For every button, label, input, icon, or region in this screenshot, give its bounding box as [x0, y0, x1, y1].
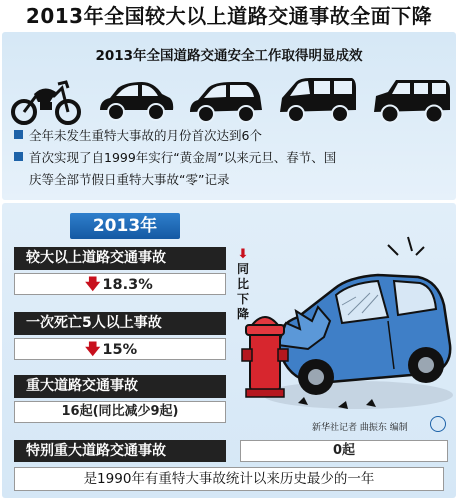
bullet-2-continued: 庆等全部节假日重特大事故“零”记录	[29, 172, 230, 187]
decline-char-2: 比	[236, 277, 249, 291]
special-head: 特别重大道路交通事故	[14, 440, 226, 462]
stat-2-head: 一次死亡5人以上事故	[14, 312, 226, 335]
stat-1-value-box	[14, 273, 226, 295]
bullet-2-text: 首次实现了自1999年实行“黄金周”以来元旦、春节、国	[29, 150, 337, 165]
crash-illustration	[238, 225, 458, 420]
footer-note: 是1990年有重特大事故统计以来历史最少的一年	[14, 467, 444, 491]
bullet-1-text: 全年未发生重特大事故的月份首次达到6个	[29, 128, 262, 143]
bullet-square-icon	[14, 130, 23, 139]
year-tab: 2013年	[70, 213, 180, 239]
bullet-square-icon	[14, 152, 23, 161]
main-title: 2013年全国较大以上道路交通事故全面下降	[0, 0, 458, 32]
decline-char-3: 下	[236, 292, 249, 306]
stat-2-value: 15%	[102, 342, 138, 358]
decline-char-1: 同	[236, 262, 249, 276]
stat-2-value-box	[14, 338, 226, 360]
down-arrow-icon: 🡇	[85, 340, 101, 358]
sedan-icon	[96, 70, 176, 130]
special-row	[14, 440, 444, 462]
stat-1-head: 较大以上道路交通事故	[14, 247, 226, 270]
suv-icon	[370, 70, 454, 130]
stat-3-value-box	[14, 401, 226, 423]
bullet-1	[14, 126, 262, 145]
stat-3-value: 16起(同比减少9起)	[61, 404, 179, 419]
down-arrow-icon: 🡇	[85, 275, 101, 293]
top-panel	[2, 32, 456, 200]
bullet-2	[14, 148, 336, 167]
stat-1-value: 18.3%	[102, 277, 153, 293]
credit-text: 新华社记者 曲振东 编制	[312, 423, 408, 433]
xinhua-logo-icon	[430, 416, 446, 432]
stat-3-head: 重大道路交通事故	[14, 375, 226, 398]
special-value: 0起	[240, 440, 448, 462]
motorcycle-icon	[10, 70, 82, 130]
subtitle: 2013年全国道路交通安全工作取得明显成效	[95, 48, 363, 64]
minivan-icon	[276, 70, 360, 130]
decline-char-4: 降	[236, 307, 249, 321]
down-arrow-icon: ⬇	[237, 247, 249, 262]
hatchback-icon	[186, 70, 266, 130]
